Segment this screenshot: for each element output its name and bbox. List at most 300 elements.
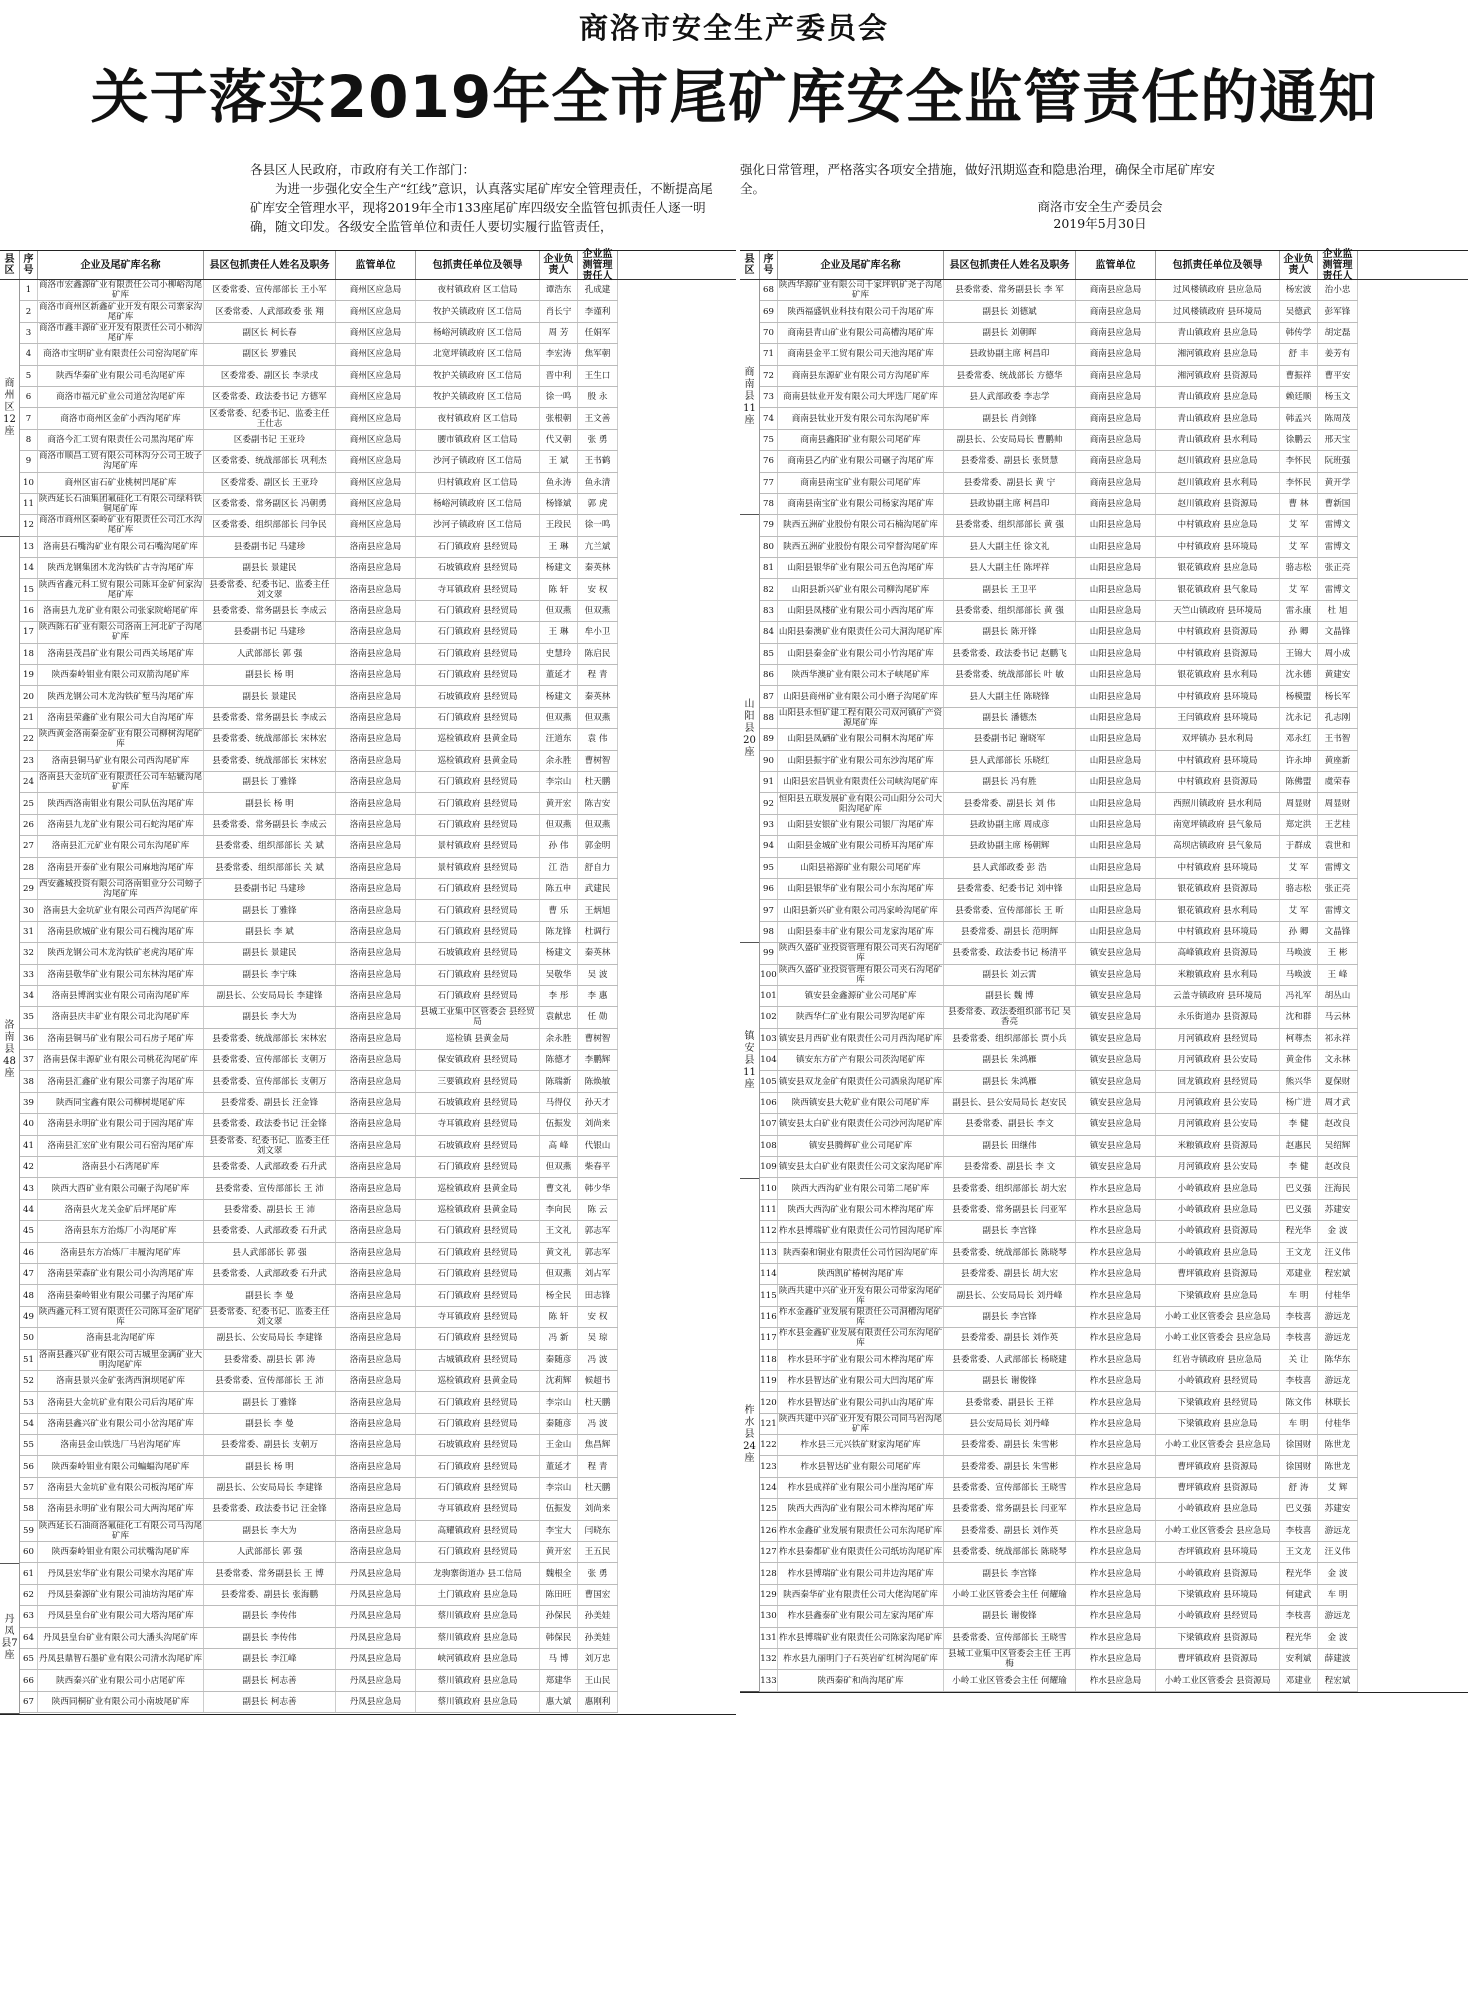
- cell-pl: 石坡镇政府 县经贸局: [416, 686, 540, 706]
- cell-pm: 陈周茂: [1318, 408, 1358, 428]
- cell-cl: 副县长 景建民: [204, 943, 336, 963]
- cell-pm: 王 峰: [1318, 965, 1358, 985]
- cell-pl: 小岭镇政府 县应急局: [1156, 1200, 1280, 1220]
- table-row: [760, 1114, 1358, 1135]
- cell-pe: 邓建业: [1280, 1264, 1318, 1284]
- header-county: 县区: [740, 251, 760, 279]
- cell-pl: 北宽坪镇政府 区工信局: [416, 344, 540, 364]
- cell-pl: 西照川镇政府 县水利局: [1156, 793, 1280, 813]
- cell-pm: 程 青: [578, 665, 618, 685]
- cell-no: 36: [20, 1029, 38, 1049]
- cell-ent: 陕西秦兴矿业有限公司小店尾矿库: [38, 1670, 204, 1690]
- cell-pe: 王文礼: [540, 1221, 578, 1241]
- table-row: [20, 1264, 618, 1285]
- cell-unit: 商南县应急局: [1076, 387, 1156, 407]
- cell-unit: 洛南县应急局: [336, 1285, 416, 1305]
- right-header-row: [740, 248, 1468, 282]
- cell-unit: 洛南县应急局: [336, 1435, 416, 1455]
- table-row: [760, 494, 1358, 515]
- cell-cl: 副县长 李 曼: [204, 1414, 336, 1434]
- cell-pe: 李怀民: [1280, 451, 1318, 471]
- cell-cl: 副县长 杨 明: [204, 793, 336, 813]
- cell-no: 7: [20, 408, 38, 428]
- cell-cl: 副县长 李 斌: [204, 922, 336, 942]
- table-row: [20, 1328, 618, 1349]
- cell-unit: 柞水县应急局: [1076, 1264, 1156, 1284]
- cell-ent: 洛南县博润实业有限公司南沟尾矿库: [38, 986, 204, 1006]
- cell-no: 83: [760, 601, 778, 621]
- cell-ent: 陕西同宝鑫有限公司柳树堤尾矿库: [38, 1093, 204, 1113]
- table-row: [20, 644, 618, 665]
- cell-pe: 杨宏波: [1280, 280, 1318, 300]
- cell-cl: 县委常委、统战部部长 陈晓琴: [944, 1243, 1076, 1263]
- table-row: [20, 622, 618, 643]
- cell-pm: 游远龙: [1318, 1328, 1358, 1348]
- cell-unit: 洛南县应急局: [336, 943, 416, 963]
- cell-cl: 县委常委、宣传部部长 王晓雪: [944, 1628, 1076, 1648]
- cell-ent: 山阳县凤硒矿业有限公司桐木沟尾矿库: [778, 729, 944, 749]
- cell-no: 62: [20, 1585, 38, 1605]
- cell-pe: 李枝喜: [1280, 1371, 1318, 1391]
- cell-unit: 柞水县应急局: [1076, 1456, 1156, 1476]
- cell-cl: 县委副书记 马建珍: [204, 537, 336, 557]
- cell-pe: 李枝喜: [1280, 1606, 1318, 1626]
- cell-pl: 牧护关镇政府 区工信局: [416, 387, 540, 407]
- cell-pl: 石门镇政府 县经贸局: [416, 1456, 540, 1476]
- cell-cl: 区委常委、人武部政委 张 翔: [204, 301, 336, 321]
- cell-pm: 程 青: [578, 1456, 618, 1476]
- cell-no: 37: [20, 1050, 38, 1070]
- cell-pl: 永乐街道办 县资源局: [1156, 1007, 1280, 1027]
- cell-unit: 洛南县应急局: [336, 1456, 416, 1476]
- cell-ent: 洛南县汇宏矿业有限公司石窑沟尾矿库: [38, 1136, 204, 1156]
- cell-pe: 李枝喜: [1280, 1307, 1318, 1327]
- cell-no: 41: [20, 1136, 38, 1156]
- right-rows: [760, 280, 1358, 1692]
- cell-unit: 洛南县应急局: [336, 708, 416, 728]
- table-row: [20, 751, 618, 772]
- cell-pl: 青山镇政府 县应急局: [1156, 323, 1280, 343]
- cell-no: 112: [760, 1221, 778, 1241]
- cell-unit: 洛南县应急局: [336, 1136, 416, 1156]
- cell-pm: 杜调行: [578, 922, 618, 942]
- cell-pl: 归村镇政府 区工信局: [416, 473, 540, 493]
- cell-unit: 山阳县应急局: [1076, 900, 1156, 920]
- cell-unit: 商州区应急局: [336, 344, 416, 364]
- cell-ent: 洛南县大金坑矿业有限公司后沟尾矿库: [38, 1392, 204, 1412]
- cell-cl: 县人武部政委 彭 浩: [944, 858, 1076, 878]
- cell-pl: 巡检镇 县黄金局: [416, 1029, 540, 1049]
- cell-unit: 山阳县应急局: [1076, 686, 1156, 706]
- cell-pl: 石坡镇政府 县经贸局: [416, 943, 540, 963]
- cell-pe: 巴义强: [1280, 1200, 1318, 1220]
- cell-no: 88: [760, 708, 778, 728]
- cell-unit: 镇安县应急局: [1076, 986, 1156, 1006]
- cell-unit: 柞水县应急局: [1076, 1435, 1156, 1455]
- cell-cl: 县委常委、纪委书记、监委主任 刘文翠: [204, 579, 336, 599]
- table-row: [20, 965, 618, 986]
- table-row: [760, 900, 1358, 921]
- cell-no: 22: [20, 729, 38, 749]
- cell-no: 34: [20, 986, 38, 1006]
- cell-pl: 沙河子镇政府 区工信局: [416, 451, 540, 471]
- cell-no: 35: [20, 1007, 38, 1027]
- cell-unit: 洛南县应急局: [336, 858, 416, 878]
- cell-unit: 柞水县应急局: [1076, 1221, 1156, 1241]
- cell-pl: 石门镇政府 县经贸局: [416, 815, 540, 835]
- cell-cl: 副县长 潘德杰: [944, 708, 1076, 728]
- cell-pm: 孙天才: [578, 1093, 618, 1113]
- cell-pe: 沈永德: [1280, 665, 1318, 685]
- cell-pm: 游远龙: [1318, 1371, 1358, 1391]
- county-cell: 镇安县11座: [740, 943, 759, 1178]
- cell-unit: 柞水县应急局: [1076, 1542, 1156, 1562]
- cell-no: 82: [760, 579, 778, 599]
- cell-pm: 夏保财: [1318, 1071, 1358, 1091]
- table-row: [760, 473, 1358, 494]
- table-row: [760, 301, 1358, 322]
- cell-cl: 县委常委、副县长 黄 宁: [944, 473, 1076, 493]
- cell-unit: 商南县应急局: [1076, 280, 1156, 300]
- cell-pm: 焦昌辉: [578, 1435, 618, 1455]
- cell-cl: 副县长、公安局局长 李建锋: [204, 1478, 336, 1498]
- cell-unit: 丹凤县应急局: [336, 1628, 416, 1648]
- cell-pm: 武建民: [578, 879, 618, 899]
- cell-pe: 艾 军: [1280, 579, 1318, 599]
- cell-ent: 丹凤县宏华矿业有限公司梁水沟尾矿库: [38, 1563, 204, 1583]
- table-row: [20, 301, 618, 322]
- cell-no: 21: [20, 708, 38, 728]
- table-row: [20, 1178, 618, 1199]
- cell-pe: 李 健: [1280, 1114, 1318, 1134]
- cell-pl: 石门镇政府 县经贸局: [416, 622, 540, 642]
- cell-pm: 程宏斌: [1318, 1264, 1358, 1284]
- cell-cl: 副县长、公安局局长 李建锋: [204, 986, 336, 1006]
- cell-pe: 杨广进: [1280, 1093, 1318, 1113]
- cell-unit: 商南县应急局: [1076, 301, 1156, 321]
- cell-pl: 赵川镇政府 县应急局: [1156, 451, 1280, 471]
- cell-pm: 舒自力: [578, 858, 618, 878]
- cell-unit: 柞水县应急局: [1076, 1200, 1156, 1220]
- header-pl: 包抓责任单位及领导: [1156, 251, 1280, 279]
- cell-cl: 人武部部长 郭 强: [204, 1542, 336, 1562]
- cell-pm: 柴春平: [578, 1157, 618, 1177]
- cell-cl: 县委常委、副县长 支朝万: [204, 1435, 336, 1455]
- table-row: [760, 879, 1358, 900]
- cell-pm: 冯 波: [578, 1350, 618, 1370]
- table-row: [760, 451, 1358, 472]
- table-row: [20, 665, 618, 686]
- cell-pe: 曹振祥: [1280, 366, 1318, 386]
- cell-no: 102: [760, 1007, 778, 1027]
- cell-cl: 县委常委、政法委书记 赵鹏飞: [944, 644, 1076, 664]
- cell-pm: 但双燕: [578, 815, 618, 835]
- county-cell: 商南县11座: [740, 280, 759, 515]
- table-row: [760, 430, 1358, 451]
- cell-pe: 李 彤: [540, 986, 578, 1006]
- cell-cl: 副县长 李大为: [204, 1521, 336, 1541]
- cell-unit: 柞水县应急局: [1076, 1371, 1156, 1391]
- cell-ent: 柞水金鑫矿业发展有限责任公司东沟尾矿库: [778, 1521, 944, 1541]
- cell-unit: 洛南县应急局: [336, 1157, 416, 1177]
- table-row: [760, 1649, 1358, 1670]
- cell-no: 2: [20, 301, 38, 321]
- cell-unit: 柞水县应急局: [1076, 1285, 1156, 1305]
- cell-cl: 县委常委、副县长 汪金锋: [204, 1093, 336, 1113]
- cell-no: 106: [760, 1093, 778, 1113]
- cell-ent: 山阳县宏昌钒业有限责任公司峡沟尾矿库: [778, 772, 944, 792]
- cell-pe: 余永胜: [540, 1029, 578, 1049]
- cell-ent: 丹凤县皇台矿业有限公司大潘头沟尾矿库: [38, 1628, 204, 1648]
- cell-no: 16: [20, 601, 38, 621]
- cell-pe: 袁献忠: [540, 1007, 578, 1027]
- cell-pe: 董延才: [540, 1456, 578, 1476]
- cell-pm: 周小成: [1318, 644, 1358, 664]
- cell-pm: 虞荣春: [1318, 772, 1358, 792]
- cell-cl: 区委常委、副区长 李录戌: [204, 366, 336, 386]
- cell-pe: 伍振发: [540, 1499, 578, 1519]
- cell-unit: 柞水县应急局: [1076, 1243, 1156, 1263]
- cell-ent: 陕西西洛南钼业有限公司队伍沟尾矿库: [38, 793, 204, 813]
- cell-pm: 郭金明: [578, 836, 618, 856]
- table-row: [760, 387, 1358, 408]
- cell-pe: 沈永记: [1280, 708, 1318, 728]
- cell-pe: 韩传学: [1280, 323, 1318, 343]
- cell-pl: 石坡镇政府 县经贸局: [416, 1093, 540, 1113]
- cell-unit: 镇安县应急局: [1076, 1029, 1156, 1049]
- cell-pm: 林联长: [1318, 1392, 1358, 1412]
- cell-pm: 王文善: [578, 408, 618, 428]
- cell-ent: 山阳县秦金矿业有限公司小竹沟尾矿库: [778, 644, 944, 664]
- cell-pm: 曹国宏: [578, 1585, 618, 1605]
- cell-pm: 王生口: [578, 366, 618, 386]
- county-cell: 洛南县48座: [0, 537, 19, 1564]
- cell-no: 95: [760, 858, 778, 878]
- cell-unit: 柞水县应急局: [1076, 1392, 1156, 1412]
- cell-pe: 王锦大: [1280, 644, 1318, 664]
- cell-unit: 山阳县应急局: [1076, 729, 1156, 749]
- cell-no: 70: [760, 323, 778, 343]
- cell-pl: 下梁镇政府 县环境局: [1156, 1585, 1280, 1605]
- cell-pe: 李宏涛: [540, 344, 578, 364]
- intro-para-1: 为进一步强化安全生产“红线”意识，认真落实尾矿库安全管理责任，不断提高尾矿库安全管理水平，现将2019年全市133座尾矿库四级安全监管包抓责任人逐一明确，随文印发。各级安全监管单位和责任人要切实履行监管责任，: [250, 181, 713, 234]
- table-row: [760, 1628, 1358, 1649]
- table-row: [20, 729, 618, 750]
- cell-no: 120: [760, 1392, 778, 1412]
- cell-ent: 镇安县太白矿业有限责任公司沙河沟尾矿库: [778, 1114, 944, 1134]
- cell-pl: 下梁镇政府 县资源局: [1156, 1628, 1280, 1648]
- cell-pl: 赵川镇政府 县资源局: [1156, 494, 1280, 514]
- cell-unit: 洛南县应急局: [336, 1178, 416, 1198]
- cell-pm: 杜天鹏: [578, 1392, 618, 1412]
- cell-pm: 牟小卫: [578, 622, 618, 642]
- cell-cl: 县委常委、政法委书记 汪金锋: [204, 1499, 336, 1519]
- cell-ent: 镇安县月西矿业有限责任公司月西沟尾矿库: [778, 1029, 944, 1049]
- cell-ent: 柞水县秦都矿业有限责任公司纸坊沟尾矿库: [778, 1542, 944, 1562]
- cell-unit: 商州区应急局: [336, 366, 416, 386]
- cell-ent: 商洛市鑫丰源矿业开发有限责任公司小柿沟尾矿库: [38, 322, 203, 343]
- cell-unit: 丹凤县应急局: [336, 1585, 416, 1605]
- cell-pl: 银花镇政府 县水利局: [1156, 900, 1280, 920]
- cell-ent: 陕西龙钢公司木龙沟铁矿堑马沟尾矿库: [38, 686, 204, 706]
- cell-pm: 但双燕: [578, 601, 618, 621]
- cell-no: 81: [760, 558, 778, 578]
- cell-no: 93: [760, 815, 778, 835]
- cell-pm: 周显财: [1318, 793, 1358, 813]
- cell-cl: 副县长 谢俊锋: [944, 1371, 1076, 1391]
- cell-pe: 张根朝: [540, 408, 578, 428]
- cell-cl: 县委常委、宣传部部长 王 沛: [204, 1371, 336, 1391]
- cell-cl: 县委常委、副县长 朱雪彬: [944, 1435, 1076, 1455]
- county-cell: 山阳县20座: [740, 515, 759, 943]
- cell-pm: 刘尚来: [578, 1499, 618, 1519]
- cell-pm: 刘尚来: [578, 1114, 618, 1134]
- cell-pl: 小岭工业区管委会 县应急局: [1156, 1521, 1280, 1541]
- cell-unit: 洛南县应急局: [336, 1243, 416, 1263]
- table-row: [760, 1521, 1358, 1542]
- table-row: [760, 836, 1358, 857]
- cell-no: 52: [20, 1371, 38, 1391]
- cell-no: 90: [760, 751, 778, 771]
- table-row: [20, 900, 618, 921]
- cell-unit: 洛南县应急局: [336, 1307, 416, 1327]
- signature-block: [1000, 198, 1200, 232]
- right-body: [740, 280, 1468, 1692]
- cell-pe: 但双燕: [540, 815, 578, 835]
- cell-pe: 陈 轩: [540, 1307, 578, 1327]
- table-row: [760, 1563, 1358, 1584]
- cell-unit: 山阳县应急局: [1076, 537, 1156, 557]
- cell-ent: 柞水县智达矿业有限公司尾矿库: [778, 1456, 944, 1476]
- cell-no: 125: [760, 1499, 778, 1519]
- cell-ent: 商洛市顺昌工贸有限公司林沟分公司王坡子沟尾矿库: [38, 451, 203, 472]
- cell-pm: 汪义伟: [1318, 1243, 1358, 1263]
- cell-cl: 县委常委、副县长 郭 涛: [204, 1350, 336, 1370]
- cell-ent: 洛南县铜马矿业有限公司石房子尾矿库: [38, 1029, 204, 1049]
- cell-unit: 山阳县应急局: [1076, 772, 1156, 792]
- cell-no: 94: [760, 836, 778, 856]
- cell-pe: 郑建华: [540, 1670, 578, 1690]
- cell-no: 46: [20, 1243, 38, 1263]
- table-row: [20, 1136, 618, 1157]
- table-row: [760, 344, 1358, 365]
- cell-pm: 秦英林: [578, 943, 618, 963]
- cell-no: 31: [20, 922, 38, 942]
- cell-pm: 金 波: [1318, 1221, 1358, 1241]
- cell-pe: 赖廷顺: [1280, 387, 1318, 407]
- cell-ent: 山阳县振宇矿业有限公司东沙沟尾矿库: [778, 751, 944, 771]
- cell-cl: 副县长 李宫锋: [944, 1221, 1076, 1241]
- table-row: [20, 515, 618, 536]
- cell-no: 110: [760, 1178, 778, 1198]
- table-row: [760, 1435, 1358, 1456]
- table-row: [760, 1243, 1358, 1264]
- cell-unit: 洛南县应急局: [336, 751, 416, 771]
- cell-no: 45: [20, 1221, 38, 1241]
- cell-unit: 山阳县应急局: [1076, 815, 1156, 835]
- cell-pe: 孙 伟: [540, 836, 578, 856]
- cell-pm: 祁永祥: [1318, 1029, 1358, 1049]
- cell-pe: 邓永红: [1280, 729, 1318, 749]
- cell-ent: 洛南县荣鑫矿业有限公司大自沟尾矿库: [38, 708, 204, 728]
- cell-unit: 商州区应急局: [336, 301, 416, 321]
- cell-ent: 山阳县银华矿业有限公司小东沟尾矿库: [778, 879, 944, 899]
- cell-pl: 石坡镇政府 县经贸局: [416, 558, 540, 578]
- cell-ent: 洛南县欣城矿业有限公司石槐沟尾矿库: [38, 922, 204, 942]
- table-row: [760, 1157, 1358, 1178]
- cell-unit: 商州区应急局: [336, 494, 416, 514]
- table-row: [20, 1628, 618, 1649]
- table-row: [20, 1350, 618, 1371]
- cell-pe: 何建武: [1280, 1585, 1318, 1605]
- cell-pe: 陈德才: [540, 1050, 578, 1070]
- cell-no: 111: [760, 1200, 778, 1220]
- cell-cl: 县委常委、宣传部部长 王 昕: [944, 900, 1076, 920]
- cell-ent: 陕西延长石油商洛氟硅化工有限公司马沟尾矿库: [38, 1520, 203, 1541]
- cell-pe: 沈莉辉: [540, 1371, 578, 1391]
- cell-pe: 王段民: [540, 515, 578, 535]
- cell-unit: 丹凤县应急局: [336, 1670, 416, 1690]
- cell-no: 130: [760, 1606, 778, 1626]
- cell-ent: 洛南县秦岭钼业有限公司骡子沟尾矿库: [38, 1285, 204, 1305]
- cell-pl: 中村镇政府 县环境局: [1156, 537, 1280, 557]
- cell-cl: 副县长 朱鸿雁: [944, 1050, 1076, 1070]
- cell-cl: 区委副书记 王亚玲: [204, 430, 336, 450]
- cell-pm: 雷博文: [1318, 537, 1358, 557]
- cell-ent: 柞水金鑫矿业发展有限责任公司洞槽沟尾矿库: [778, 1306, 943, 1327]
- cell-pl: 石门镇政府 县经贸局: [416, 772, 540, 792]
- cell-no: 76: [760, 451, 778, 471]
- table-row: [20, 558, 618, 579]
- cell-ent: 陕西久盛矿业投资管理有限公司夹石沟尾矿库: [778, 964, 943, 985]
- cell-pl: 中村镇政府 县环境局: [1156, 858, 1280, 878]
- cell-pl: 月河镇政府 县公安局: [1156, 1114, 1280, 1134]
- cell-pe: 冯 新: [540, 1328, 578, 1348]
- cell-unit: 洛南县应急局: [336, 537, 416, 557]
- cell-pl: 蔡川镇政府 县应急局: [416, 1606, 540, 1626]
- cell-ent: 柞水县博瑞矿业有限责任公司竹园沟尾矿库: [778, 1221, 944, 1241]
- cell-pm: 安 权: [578, 579, 618, 599]
- cell-ent: 洛南县汇元矿业有限公司东沟尾矿库: [38, 836, 204, 856]
- cell-pe: 艾 军: [1280, 858, 1318, 878]
- cell-no: 104: [760, 1050, 778, 1070]
- cell-pe: 杨全民: [540, 1285, 578, 1305]
- cell-no: 109: [760, 1157, 778, 1177]
- cell-pm: 杜 旭: [1318, 601, 1358, 621]
- cell-no: 47: [20, 1264, 38, 1284]
- cell-no: 20: [20, 686, 38, 706]
- cell-pl: 高坝店镇政府 县气象局: [1156, 836, 1280, 856]
- cell-pl: 沙河子镇政府 区工信局: [416, 515, 540, 535]
- cell-ent: 柞水县鑫泰矿业有限公司左家沟尾矿库: [778, 1606, 944, 1626]
- cell-pl: 蔡川镇政府 县应急局: [416, 1628, 540, 1648]
- cell-pm: 文晶锋: [1318, 622, 1358, 642]
- cell-ent: 商洛市福元矿业公司道岔沟尾矿库: [38, 387, 204, 407]
- cell-pm: 雷博文: [1318, 858, 1358, 878]
- cell-no: 87: [760, 686, 778, 706]
- table-row: [760, 1606, 1358, 1627]
- cell-pe: 曹 乐: [540, 900, 578, 920]
- cell-no: 71: [760, 344, 778, 364]
- cell-unit: 商南县应急局: [1076, 430, 1156, 450]
- cell-pl: 月河镇政府 县公安局: [1156, 1050, 1280, 1070]
- cell-pe: 余永胜: [540, 751, 578, 771]
- cell-ent: 丹凤县秦源矿业有限公司油坊沟尾矿库: [38, 1585, 204, 1605]
- cell-unit: 山阳县应急局: [1076, 858, 1156, 878]
- table-row: [760, 708, 1358, 729]
- cell-ent: 陕西华秦矿业有限公司毛沟尾矿库: [38, 366, 204, 386]
- cell-ent: 洛南县庆丰矿业有限公司北沟尾矿库: [38, 1007, 204, 1027]
